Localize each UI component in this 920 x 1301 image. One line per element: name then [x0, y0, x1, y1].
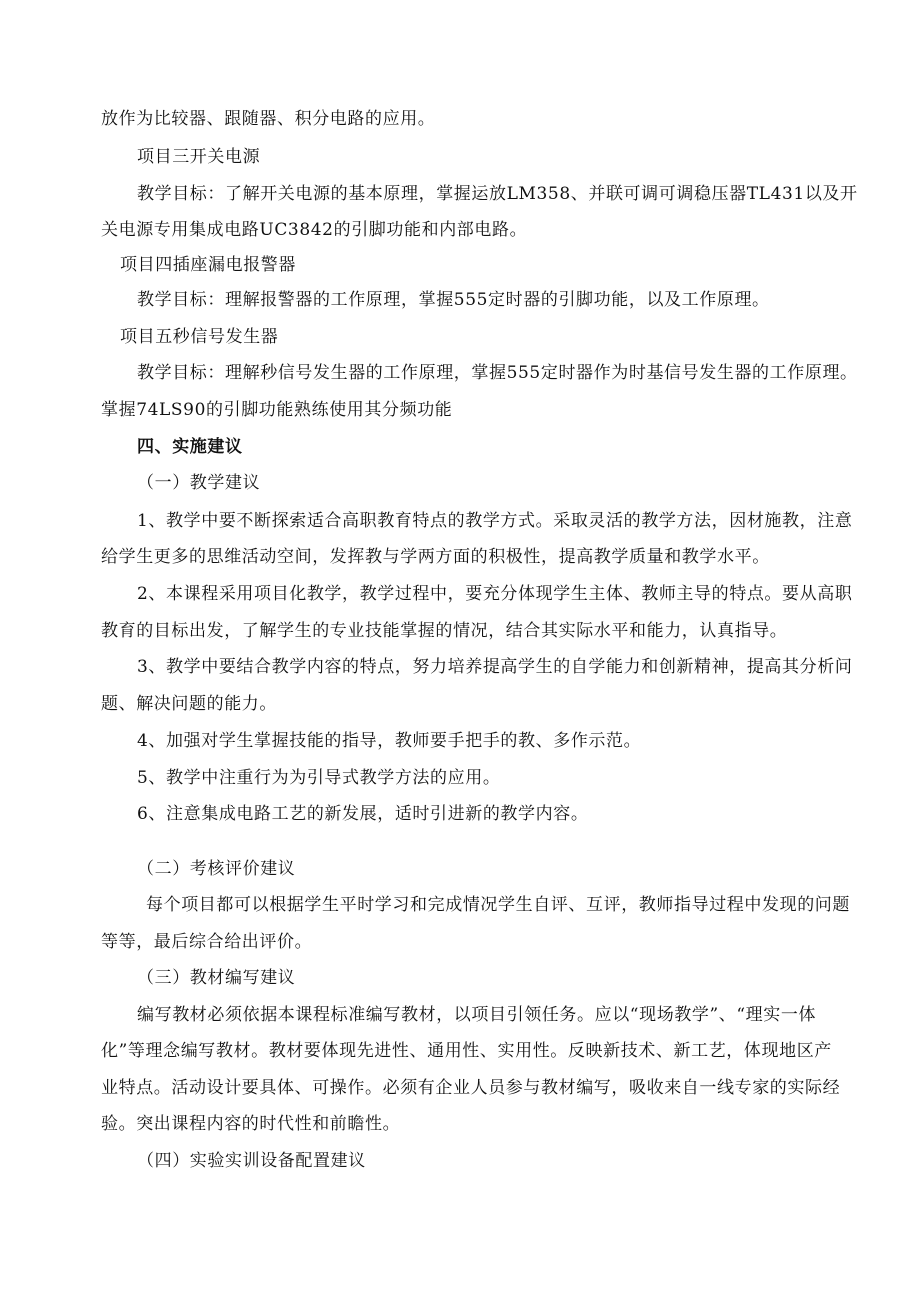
text-line: 2、本课程采用项目化教学，教学过程中，要充分体现学生主体、教师主导的特点。要从高职 [137, 584, 853, 604]
text-line: 教学目标：理解秒信号发生器的工作原理，掌握555定时器作为时基信号发生器的工作原理。 [137, 363, 858, 383]
text-line: 化”等理念编写教材。教材要体现先进性、通用性、实用性。反映新技术、新工艺，体现地区产 [101, 1041, 832, 1061]
text-line: 业特点。活动设计要具体、可操作。必须有企业人员参与教材编写，吸收来自一线专家的实际经 [101, 1078, 841, 1098]
subsection-heading: （四）实验实训设备配置建议 [137, 1151, 366, 1171]
project-heading: 项目四插座漏电报警器 [120, 255, 296, 275]
subsection-heading: （二）考核评价建议 [137, 859, 296, 879]
subsection-heading: （三）教材编写建议 [137, 968, 296, 988]
text-line: 5、教学中注重行为为引导式教学方法的应用。 [137, 768, 501, 788]
text-line: 等等，最后综合给出评价。 [101, 932, 313, 952]
text-line: 1、教学中要不断探索适合高职教育特点的教学方式。采取灵活的教学方法，因材施教，注意 [137, 511, 853, 531]
text-line: 3、教学中要结合教学内容的特点，努力培养提高学生的自学能力和创新精神，提高其分析问 [137, 657, 853, 677]
text-line: 教学目标：理解报警器的工作原理，掌握555定时器的引脚功能，以及工作原理。 [137, 290, 770, 310]
subsection-heading: （一）教学建议 [137, 473, 261, 493]
text-line: 教育的目标出发，了解学生的专业技能掌握的情况，结合其实际水平和能力，认真指导。 [101, 621, 788, 641]
text-line: 掌握74LS90的引脚功能熟练使用其分频功能 [101, 400, 453, 420]
text-line: 6、注意集成电路工艺的新发展，适时引进新的教学内容。 [137, 804, 589, 824]
text-line: 给学生更多的思维活动空间，发挥教与学两方面的积极性，提高教学质量和教学水平。 [101, 547, 770, 567]
project-heading: 项目五秒信号发生器 [120, 327, 279, 347]
project-heading: 项目三开关电源 [137, 147, 261, 167]
text-line: 4、加强对学生掌握技能的指导，教师要手把手的教、多作示范。 [137, 731, 642, 751]
text-line: 验。突出课程内容的时代性和前瞻性。 [101, 1114, 401, 1134]
text-line: 题、解决问题的能力。 [101, 694, 277, 714]
section-heading: 四、实施建议 [137, 437, 243, 457]
text-line: 编写教材必须依据本课程标准编写教材，以项目引领任务。应以“现场教学”、“理实一体 [137, 1005, 817, 1025]
text-line: 关电源专用集成电路UC3842的引脚功能和内部电路。 [101, 220, 528, 240]
text-line: 放作为比较器、跟随器、积分电路的应用。 [101, 109, 436, 129]
text-line: 教学目标：了解开关电源的基本原理，掌握运放LM358、并联可调可调稳压器TL431以及开 [137, 184, 858, 204]
text-line: 每个项目都可以根据学生平时学习和完成情况学生自评、互评，教师指导过程中发现的问题 [146, 895, 850, 915]
